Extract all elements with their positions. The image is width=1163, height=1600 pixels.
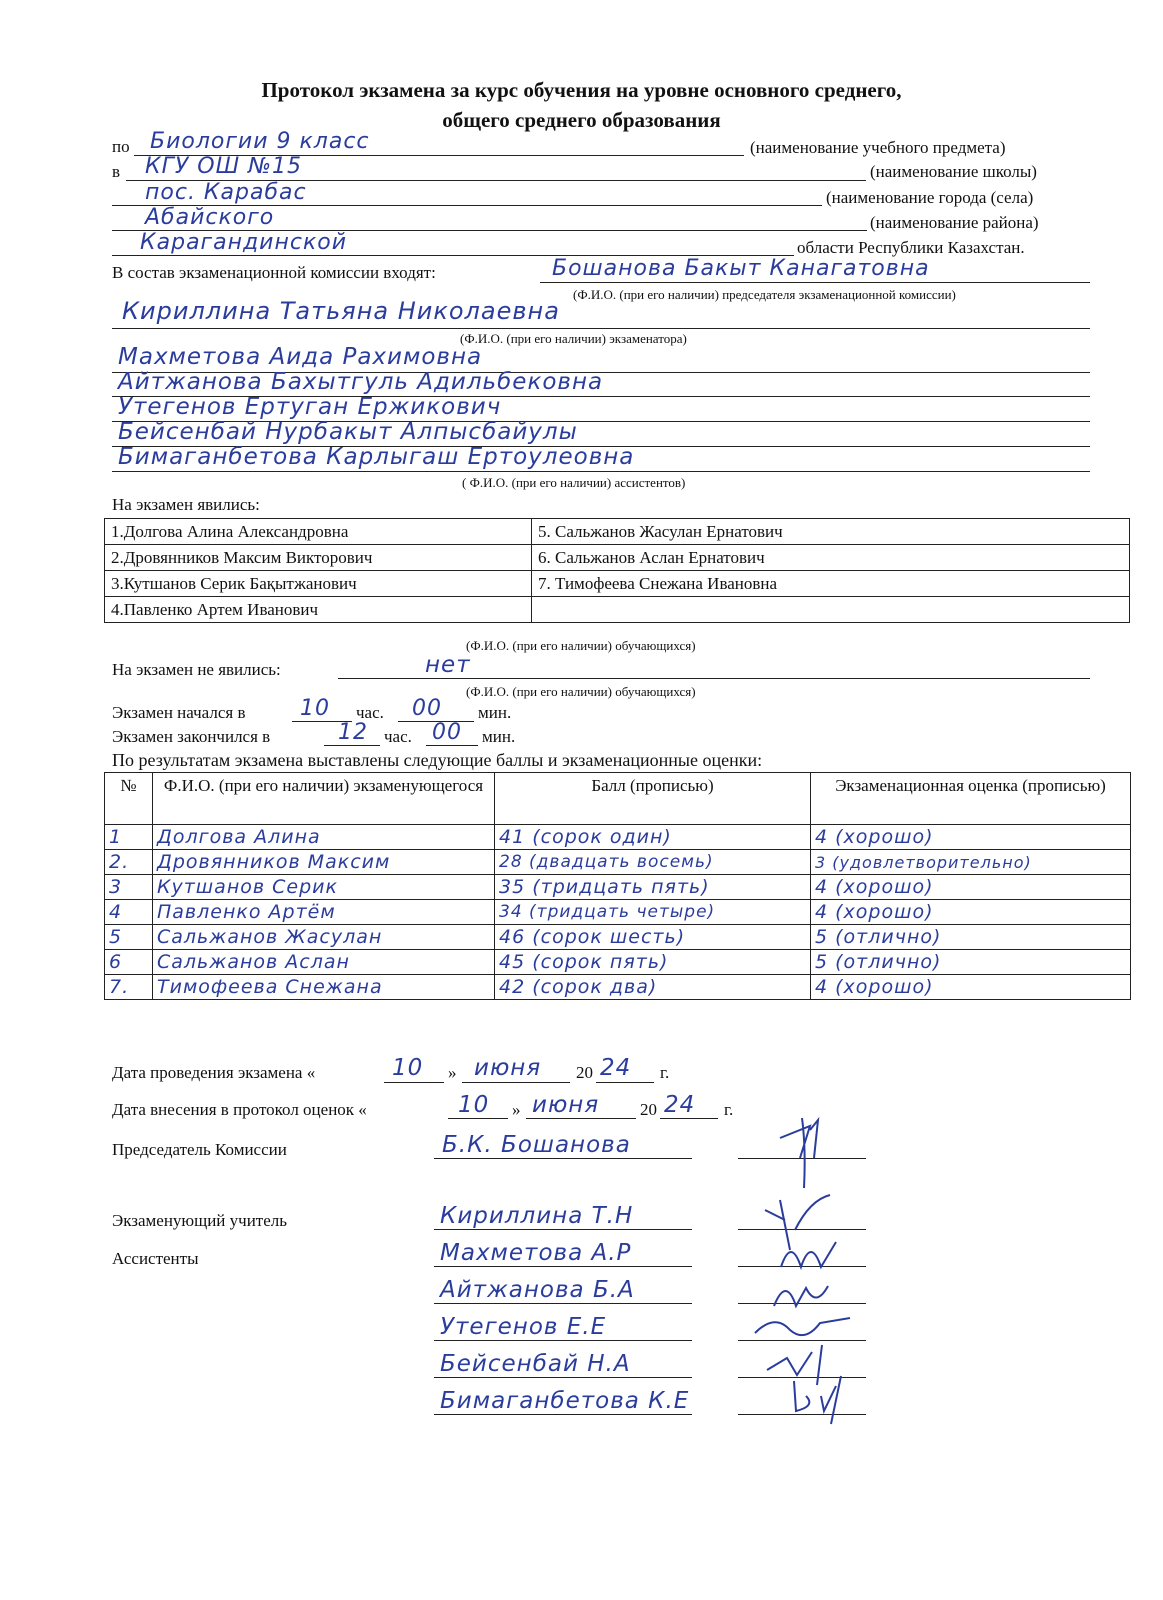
table-row — [105, 925, 1131, 950]
exam-quote-close: » — [448, 1063, 457, 1082]
table-row — [105, 597, 1130, 623]
student-name: Сальжанов Аслан — [153, 950, 495, 975]
table-row — [105, 571, 1130, 597]
assistant-name-line — [434, 1266, 692, 1267]
student-name: Долгова Алина — [153, 825, 495, 850]
chairman-caption: (Ф.И.О. (при его наличии) председателя экзаменационной комиссии) — [573, 287, 956, 302]
exam-month-line — [462, 1082, 570, 1083]
district-caption: (наименование района) — [870, 213, 1039, 232]
score-words: 41 (сорок один) — [495, 825, 811, 850]
entry-year-line — [660, 1118, 718, 1119]
assistants-caption: ( Ф.И.О. (при его наличии) ассистентов) — [462, 475, 686, 490]
row-number: 2. — [105, 850, 153, 875]
entry-day: 10 — [458, 1092, 490, 1118]
table-row — [105, 850, 1131, 875]
assistant-signature — [786, 1366, 866, 1426]
hour-word: час. — [356, 703, 384, 722]
exam-year-suffix: 24 — [600, 1055, 632, 1081]
chairman-label: Председатель Комиссии — [112, 1140, 287, 1159]
region-caption: области Республики Казахстан. — [797, 238, 1025, 257]
chairman-line — [540, 282, 1090, 283]
assistant-value: Бимаганбетова Карлыгаш Ертоулеовна — [118, 444, 635, 470]
entry-month-line — [526, 1118, 636, 1119]
score-words: 28 (двадцать восемь) — [495, 850, 811, 875]
present-student: 3.Кутшанов Серик Бақытжанович — [105, 571, 532, 597]
chairman-name-line — [434, 1158, 692, 1159]
absent-line — [338, 678, 1090, 679]
school-caption: (наименование школы) — [870, 162, 1037, 181]
entry-day-line — [448, 1118, 508, 1119]
row-number: 5 — [105, 925, 153, 950]
score-words: 46 (сорок шесть) — [495, 925, 811, 950]
start-hour: 10 — [300, 696, 330, 721]
student-name: Сальжанов Жасулан — [153, 925, 495, 950]
start-label: Экзамен начался в — [112, 703, 246, 722]
assistant-sign-name: Махметова А.Р — [440, 1240, 632, 1266]
entry-quote-close: » — [512, 1100, 521, 1119]
score-words: 45 (сорок пять) — [495, 950, 811, 975]
exam-day-line — [384, 1082, 444, 1083]
exam-date-label: Дата проведения экзамена « — [112, 1063, 316, 1082]
entry-month: июня — [532, 1092, 600, 1118]
assistant-sign-name: Айтжанова Б.А — [440, 1277, 635, 1303]
exam-year-line — [596, 1082, 654, 1083]
student-name: Павленко Артём — [153, 900, 495, 925]
assistant-line-5 — [112, 471, 1090, 472]
region-value: Карагандинской — [140, 230, 348, 255]
assistant-name-line — [434, 1340, 692, 1341]
student-name: Кутшанов Серик — [153, 875, 495, 900]
present-student: 4.Павленко Артем Иванович — [105, 597, 532, 623]
chairman-name: Б.К. Бошанова — [442, 1132, 631, 1158]
assistant-value: Бейсенбай Нурбакыт Алпысбайулы — [118, 419, 578, 445]
grade-words: 4 (хорошо) — [811, 825, 1131, 850]
assistant-value: Махметова Аида Рахимовна — [118, 344, 483, 370]
examiner-caption: (Ф.И.О. (при его наличии) экзаменатора) — [460, 331, 687, 346]
row-number: 4 — [105, 900, 153, 925]
column-header: Балл (прописью) — [495, 773, 811, 825]
student-name: Дровянников Максим — [153, 850, 495, 875]
chairman-value: Бошанова Бакыт Канагатовна — [552, 256, 930, 281]
min-word: мин. — [478, 703, 512, 722]
table-row — [105, 900, 1131, 925]
present-caption: (Ф.И.О. (при его наличии) обучающихся) — [466, 638, 696, 653]
subject-caption: (наименование учебного предмета) — [750, 138, 1006, 157]
school-value: КГУ ОШ №15 — [145, 154, 302, 179]
present-student: 2.Дровянников Максим Викторович — [105, 545, 532, 571]
grade-words: 4 (хорошо) — [811, 900, 1131, 925]
exam-day: 10 — [392, 1055, 424, 1081]
commission-intro: В состав экзаменационной комиссии входят: — [112, 263, 436, 282]
present-student: 6. Сальжанов Аслан Ернатович — [532, 545, 1130, 571]
end-label: Экзамен закончился в — [112, 727, 271, 746]
start-min: 00 — [412, 696, 442, 721]
table-row — [105, 519, 1130, 545]
entry-year-suffix: 24 — [664, 1092, 696, 1118]
min-word: мин. — [482, 727, 516, 746]
absent-label: На экзамен не явились: — [112, 660, 281, 679]
end-min: 00 — [432, 720, 462, 745]
grade-words: 4 (хорошо) — [811, 975, 1131, 1000]
grade-words: 5 (отлично) — [811, 950, 1131, 975]
exam-year-prefix: 20 — [576, 1063, 593, 1082]
assistant-sign-name: Утегенов Е.Е — [440, 1314, 607, 1340]
subject-prefix: по — [112, 137, 130, 156]
table-row — [105, 950, 1131, 975]
column-header: Экзаменационная оценка (прописью) — [811, 773, 1131, 825]
teacher-name: Кириллина Т.Н — [440, 1203, 634, 1229]
examiner-value: Кириллина Татьяна Николаевна — [122, 297, 560, 325]
page-title: Протокол экзамена за курс обучения на уровне основного среднего, — [261, 78, 902, 102]
exam-year-word: г. — [660, 1063, 670, 1082]
school-prefix: в — [112, 162, 121, 181]
student-name: Тимофеева Снежана — [153, 975, 495, 1000]
score-words: 34 (тридцать четыре) — [495, 900, 811, 925]
exam-month: июня — [474, 1055, 542, 1081]
city-caption: (наименование города (села) — [826, 188, 1034, 207]
table-header-row — [105, 773, 1131, 825]
absent-value: нет — [425, 652, 471, 678]
present-student: 1.Долгова Алина Александровна — [105, 519, 532, 545]
score-words: 35 (тридцать пять) — [495, 875, 811, 900]
results-intro: По результатам экзамена выставлены следующие баллы и экзаменационные оценки: — [112, 750, 763, 770]
row-number: 1 — [105, 825, 153, 850]
grade-words: 3 (удовлетворительно) — [811, 850, 1131, 875]
present-student — [532, 597, 1130, 623]
hour-word: час. — [384, 727, 412, 746]
present-label: На экзамен явились: — [112, 495, 260, 514]
assistants-label: Ассистенты — [112, 1249, 199, 1268]
score-words: 42 (сорок два) — [495, 975, 811, 1000]
assistant-value: Айтжанова Бахытгуль Адильбековна — [118, 369, 604, 395]
row-number: 3 — [105, 875, 153, 900]
examiner-line — [112, 328, 1090, 329]
assistant-value: Утегенов Ертуган Ержикович — [118, 394, 502, 420]
end-hour-line — [324, 745, 380, 746]
results-table — [104, 772, 1131, 1000]
entry-date-label: Дата внесения в протокол оценок « — [112, 1100, 367, 1119]
table-row — [105, 545, 1130, 571]
row-number: 7. — [105, 975, 153, 1000]
teacher-name-line — [434, 1229, 692, 1230]
table-row — [105, 975, 1131, 1000]
present-table — [104, 518, 1130, 623]
assistant-name-line — [434, 1303, 692, 1304]
assistant-name-line — [434, 1377, 692, 1378]
column-header: Ф.И.О. (при его наличии) экзаменующегося — [153, 773, 495, 825]
column-header: № — [105, 773, 153, 825]
table-row — [105, 825, 1131, 850]
district-value: Абайского — [145, 205, 275, 230]
assistant-name-line — [434, 1414, 692, 1415]
end-min-line — [426, 745, 478, 746]
present-student: 5. Сальжанов Жасулан Ернатович — [532, 519, 1130, 545]
city-value: пос. Карабас — [145, 180, 307, 205]
row-number: 6 — [105, 950, 153, 975]
entry-year-word: г. — [724, 1100, 734, 1119]
absent-caption: (Ф.И.О. (при его наличии) обучающихся) — [466, 684, 696, 699]
page-subtitle: общего среднего образования — [442, 108, 721, 132]
table-row — [105, 875, 1131, 900]
assistant-sign-name: Бейсенбай Н.А — [440, 1351, 631, 1377]
grade-words: 4 (хорошо) — [811, 875, 1131, 900]
entry-year-prefix: 20 — [640, 1100, 657, 1119]
teacher-label: Экзаменующий учитель — [112, 1211, 288, 1230]
assistant-sign-name: Бимаганбетова К.Е — [440, 1388, 690, 1414]
subject-value: Биологии 9 класс — [150, 129, 370, 154]
end-hour: 12 — [338, 720, 368, 745]
present-student: 7. Тимофеева Снежана Ивановна — [532, 571, 1130, 597]
grade-words: 5 (отлично) — [811, 925, 1131, 950]
